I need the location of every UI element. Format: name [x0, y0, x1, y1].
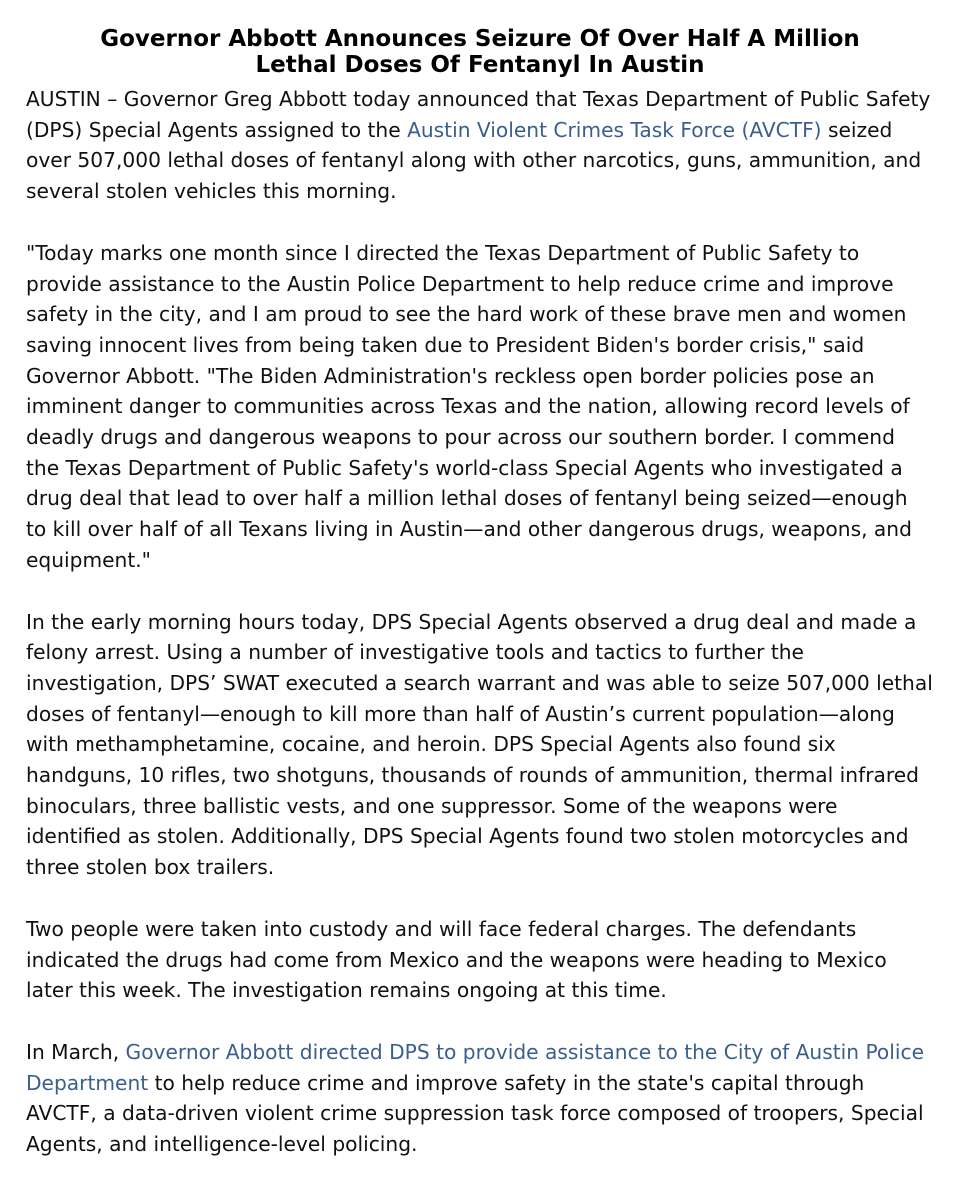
paragraph-custody: Two people were taken into custody and will face federal charges. The defendants indicated the drugs had come from Mexico and the weapons were heading to Mexico later this week. The investigation remains ongoing at this time. — [26, 916, 887, 1003]
paragraph-background-text-end: to help reduce crime and improve safety in the state's capital through AVCTF, a data-driven violent crime suppression task force composed of troopers, Special Agents, and intelligence-level policing. — [26, 1070, 924, 1157]
paragraph-intro — [26, 84, 934, 207]
headline: Governor Abbott Announces Seizure Of Over Half A Million Lethal Doses Of Fentanyl In Austin — [100, 26, 860, 78]
avctf-link[interactable]: Austin Violent Crimes Task Force (AVCTF) — [407, 117, 822, 142]
directive-link[interactable]: Governor Abbott directed DPS to provide assistance to the City of Austin Police Department — [26, 1039, 925, 1095]
paragraph-background-text-start: In March, — [26, 1039, 126, 1064]
paragraph-intro-text-end: seized over 507,000 lethal doses of fentanyl along with other narcotics, guns, ammunition, and several stolen vehicles this morning. — [26, 117, 922, 204]
paragraph-background — [26, 1037, 934, 1160]
paragraph-intro-text-start: AUSTIN – Governor Greg Abbott today announced that Texas Department of Public Safety (DPS) Special Agents assigned to the — [26, 87, 931, 142]
paragraph-operation-details: In the early morning hours today, DPS Special Agents observed a drug deal and made a felony arrest. Using a number of investigative tools and tactics to further the investigation, DPS’ SWAT executed a search warrant and was able to seize 507,000 lethal doses of fentanyl—enough to kill more than half of Austin’s current population—along with methamphetamine, cocaine, and heroin. DPS Special Agents also found six handguns, 10 rifles, two shotguns, thousands of rounds of ammunition, thermal infrared binoculars, three ballistic vests, and one suppressor. Some of the weapons were identified as stolen. Additionally, DPS Special Agents found two stolen motorcycles and three stolen box trailers. — [26, 609, 933, 880]
paragraph-quote: "Today marks one month since I directed the Texas Department of Public Safety to provide assistance to the Austin Police Department to help reduce crime and improve safety in the city, and I am proud to see the hard work of these brave men and women saving innocent lives from being taken due to President Biden's border crisis," said Governor Abbott. "The Biden Administration's reckless open border policies pose an imminent danger to communities across Texas and the nation, allowing record levels of deadly drugs and dangerous weapons to pour across our southern border. I commend the Texas Department of Public Safety's world-class Special Agents who investigated a drug deal that lead to over half a million lethal doses of fentanyl being seized—enough to kill over half of all Texans living in Austin—and other dangerous drugs, weapons, and equipment." — [26, 240, 912, 572]
